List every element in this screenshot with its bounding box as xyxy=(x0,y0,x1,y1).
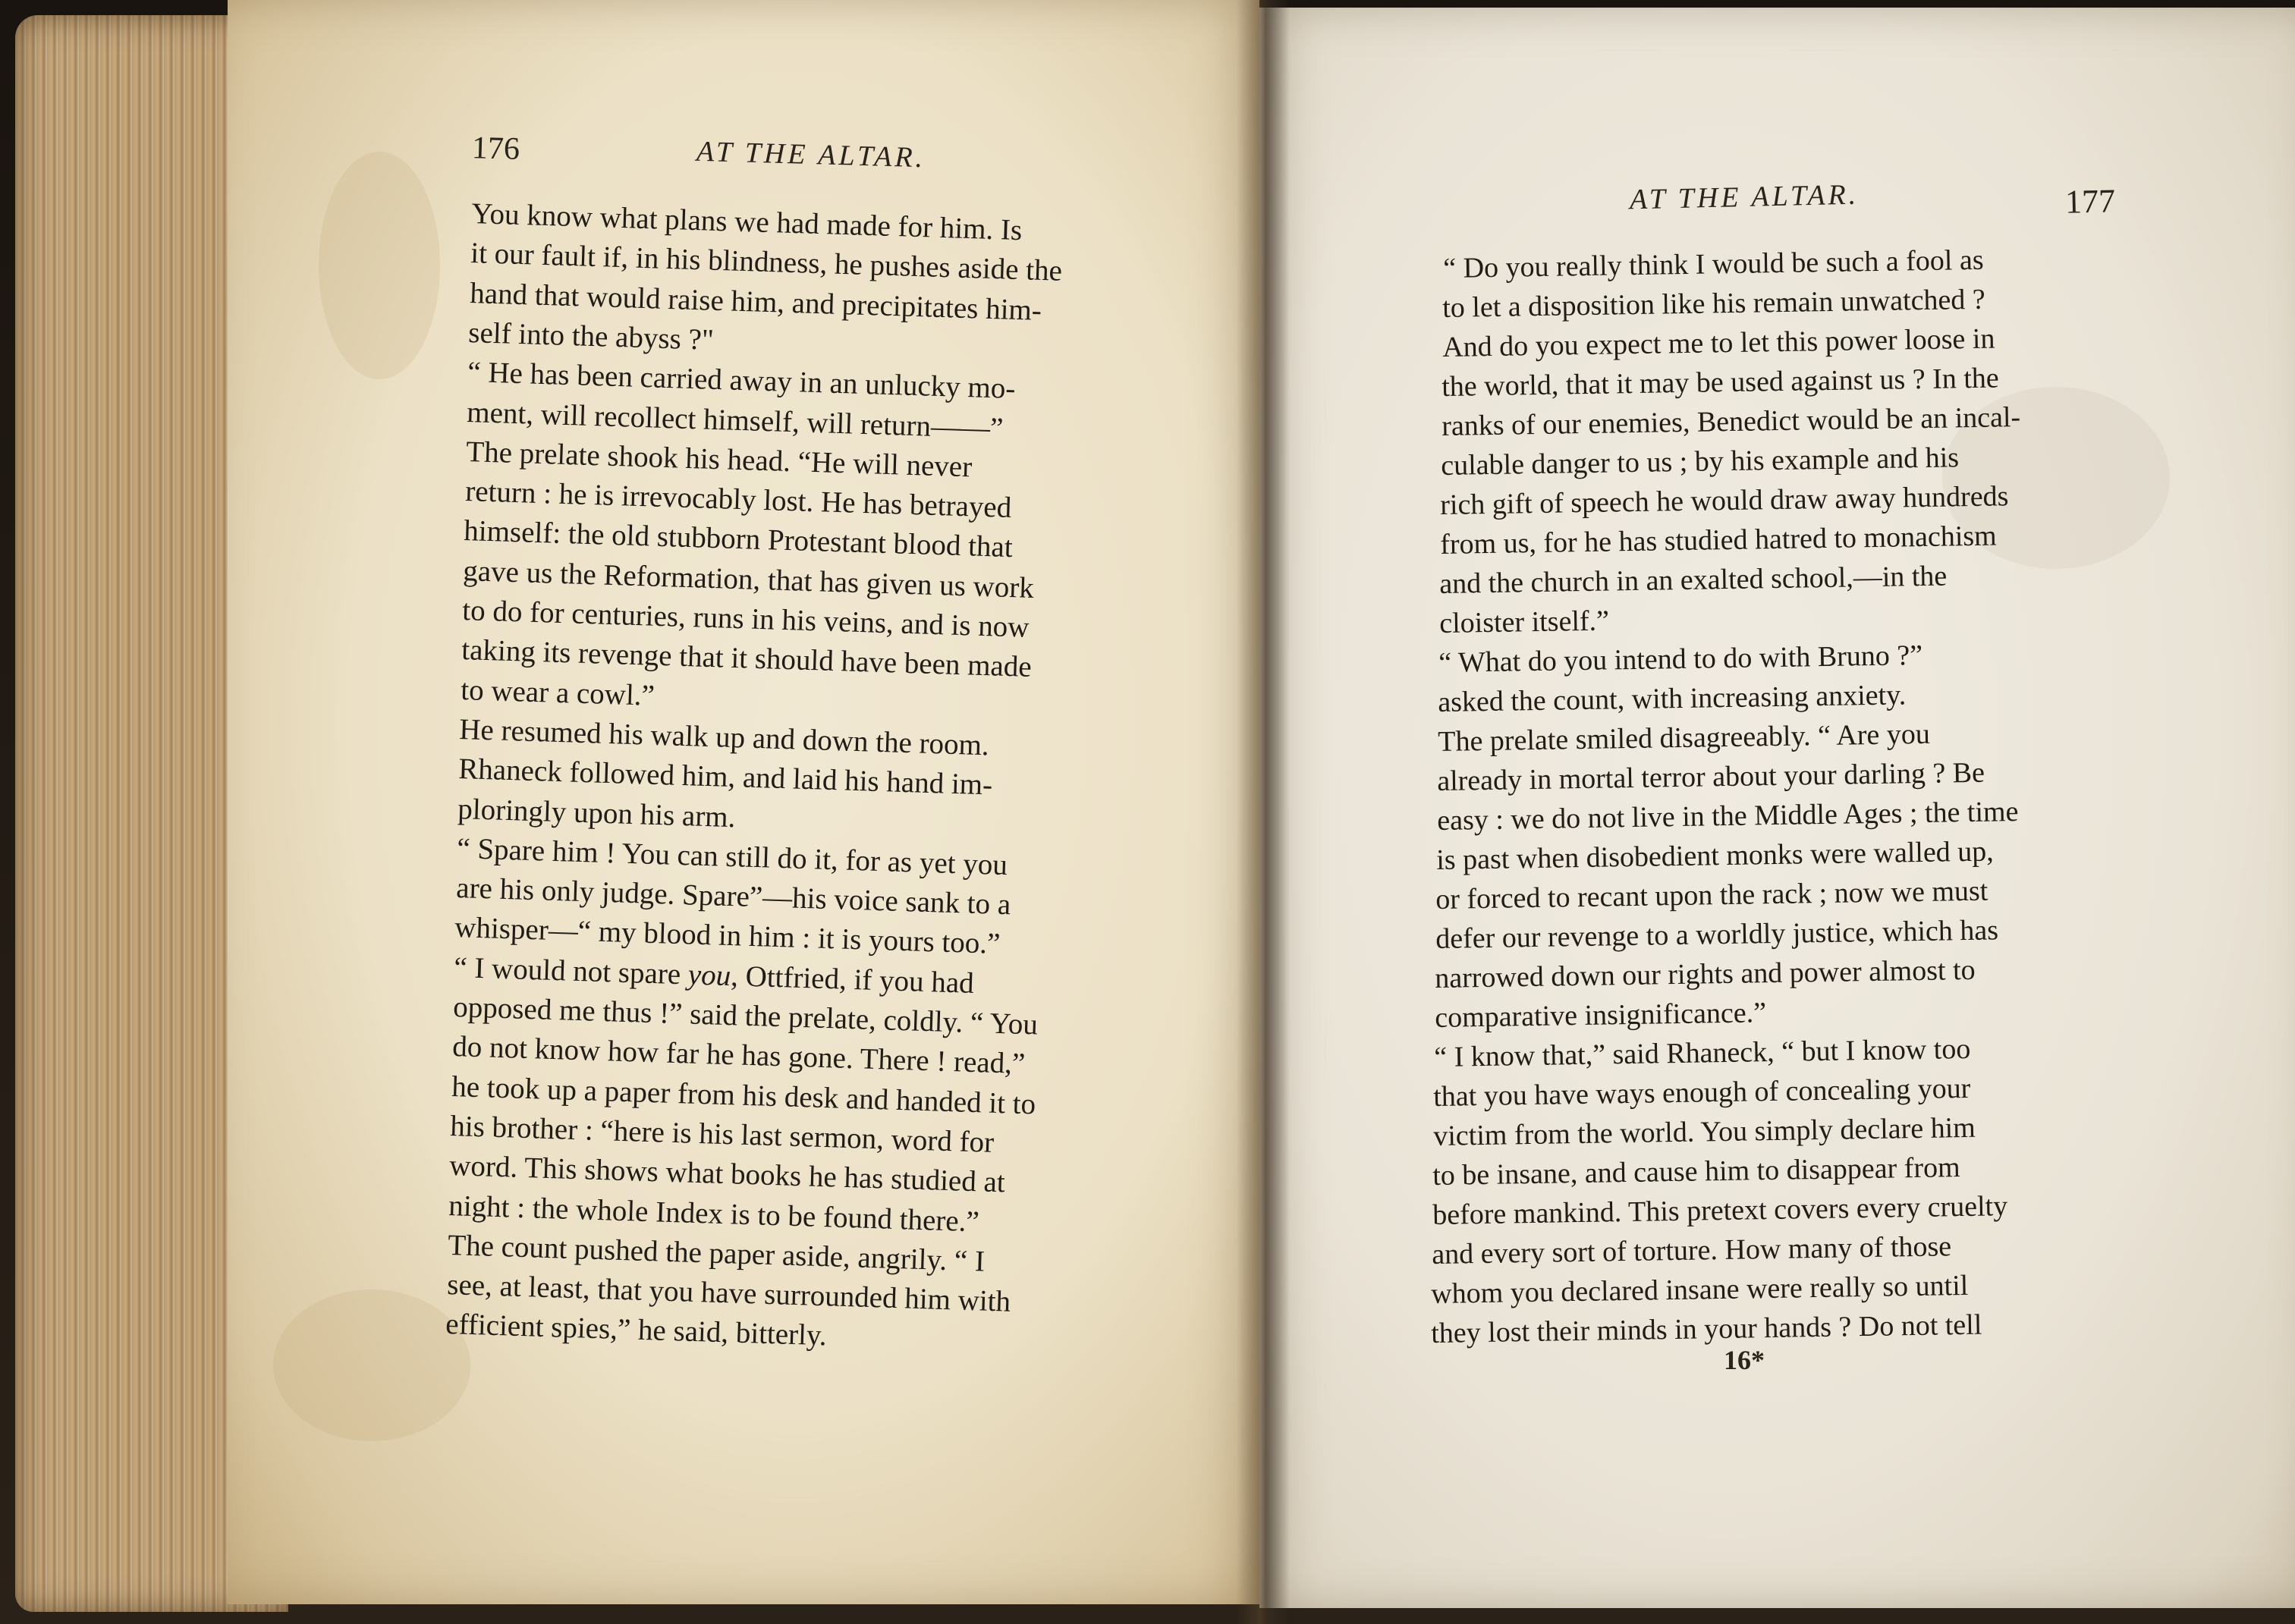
text-line: before mankind. This pretext covers every cruelty xyxy=(1432,1190,2008,1231)
text-line: it our fault if, in his blindness, he pushes aside the xyxy=(470,237,1063,288)
text-line: ploringly upon his arm. xyxy=(457,792,737,834)
text-line: his brother : “here is his last sermon, word for xyxy=(450,1109,995,1159)
text-line: culable danger to us ; by his example and his xyxy=(1440,441,1960,482)
text-line: defer our revenge to a worldly justice, which has xyxy=(1435,914,1999,955)
text-line: already in mortal terror about your darling ? Be xyxy=(1437,756,1985,797)
text-line: hand that would raise him, and precipitates him- xyxy=(469,276,1042,327)
right-page-number: 177 xyxy=(2064,182,2116,221)
text-line: “ Spare him ! You can still do it, for as yet you xyxy=(456,831,1008,881)
text-line: and the church in an exalted school,—in the xyxy=(1439,560,1948,600)
text-line: The prelate smiled disagreeably. “ Are you xyxy=(1437,718,1930,758)
text-line: Rhaneck followed him, and laid his hand im- xyxy=(457,752,993,802)
book-gutter xyxy=(1237,0,1290,1624)
text-line: to let a disposition like his remain unwatched ? xyxy=(1442,283,1986,324)
left-page-number: 176 xyxy=(471,130,520,167)
text-line: from us, for he has studied hatred to monachism xyxy=(1439,520,1997,561)
text-line: are his only judge. Spare”—his voice sank to a xyxy=(455,872,1011,922)
text-line: gave us the Reformation, that has given us work xyxy=(462,554,1035,605)
text-line: or forced to recant upon the rack ; now we must xyxy=(1435,875,1989,916)
text-line: the world, that it may be used against us ? In the xyxy=(1441,362,2000,403)
text-line: “ What do you intend to do with Bruno ?” xyxy=(1438,639,1923,679)
text-line: asked the count, with increasing anxiety. xyxy=(1438,679,1907,718)
text-line: they lost their minds in your hands ? Do not tell xyxy=(1430,1308,1982,1349)
text-line: to be insane, and cause him to disappear from xyxy=(1432,1151,1961,1192)
text-line: comparative insignificance.” xyxy=(1434,997,1766,1034)
text-line: he took up a paper from his desk and handed it to xyxy=(451,1070,1036,1121)
text-line: cloister itself.” xyxy=(1438,605,1609,639)
text-line: “ I would not spare you, Ottfried, if you had xyxy=(453,950,975,1000)
text-line: ranks of our enemies, Benedict would be an incal- xyxy=(1441,401,2021,442)
text-line: whom you declared insane were really so until xyxy=(1431,1269,1969,1310)
text-line: to wear a cowl.” xyxy=(460,673,655,712)
text-line: night : the whole Index is to be found there.” xyxy=(448,1189,980,1238)
text-line: whisper—“ my blood in him : it is yours too.” xyxy=(454,911,1001,961)
text-line: He resumed his walk up and down the room. xyxy=(459,712,990,762)
text-line: taking its revenge that it should have been made xyxy=(461,633,1033,684)
text-line: ment, will recollect himself, will return——” xyxy=(466,395,1004,445)
text-line: The count pushed the paper aside, angrily. “ I xyxy=(447,1228,986,1278)
text-line: and every sort of torture. How many of those xyxy=(1431,1230,1952,1271)
text-line: “ He has been carried away in an unlucky mo- xyxy=(467,356,1017,406)
text-line: The prelate shook his head. “He will never xyxy=(465,435,973,484)
text-line: You know what plans we had made for him. Is xyxy=(470,197,1023,247)
text-line: that you have ways enough of concealing your xyxy=(1433,1072,1972,1113)
text-line: himself: the old stubborn Protestant blood that xyxy=(464,514,1014,564)
text-line: easy : we do not live in the Middle Ages ; the time xyxy=(1436,795,2019,837)
emphasis-you: you xyxy=(687,958,732,992)
text-line: And do you expect me to let this power loose in xyxy=(1441,322,1995,363)
text-line: opposed me thus !” said the prelate, coldly. “ You xyxy=(452,991,1039,1041)
text-line: is past when disobedient monks were walled up, xyxy=(1435,835,1995,876)
text-line: do not know how far he has gone. There ! read,” xyxy=(451,1030,1026,1081)
text-line: self into the abyss ?" xyxy=(468,316,715,357)
text-line: rich gift of speech he would draw away hundreds xyxy=(1440,480,2010,521)
text-line: victim from the world. You simply declare him xyxy=(1432,1111,1976,1152)
text-line: efficient spies,” he said, bitterly. xyxy=(445,1308,828,1352)
text-line: word. This shows what books he has studied at xyxy=(448,1149,1006,1199)
signature-mark: 16* xyxy=(1724,1345,1765,1375)
text-line: see, at least, that you have surrounded him with xyxy=(446,1268,1011,1318)
text-line: “ Do you really think I would be such a fool as xyxy=(1442,243,1984,284)
left-running-head: AT THE ALTAR. xyxy=(696,135,926,174)
right-running-head: AT THE ALTAR. xyxy=(1629,178,1860,216)
text-line: return : he is irrevocably lost. He has betrayed xyxy=(464,475,1012,525)
text-line: to do for centuries, runs in his veins, and is now xyxy=(461,594,1030,644)
text-line: narrowed down our rights and power almost to xyxy=(1435,953,1976,994)
text-line: “ I know that,” said Rhaneck, “ but I know too xyxy=(1433,1032,1971,1073)
